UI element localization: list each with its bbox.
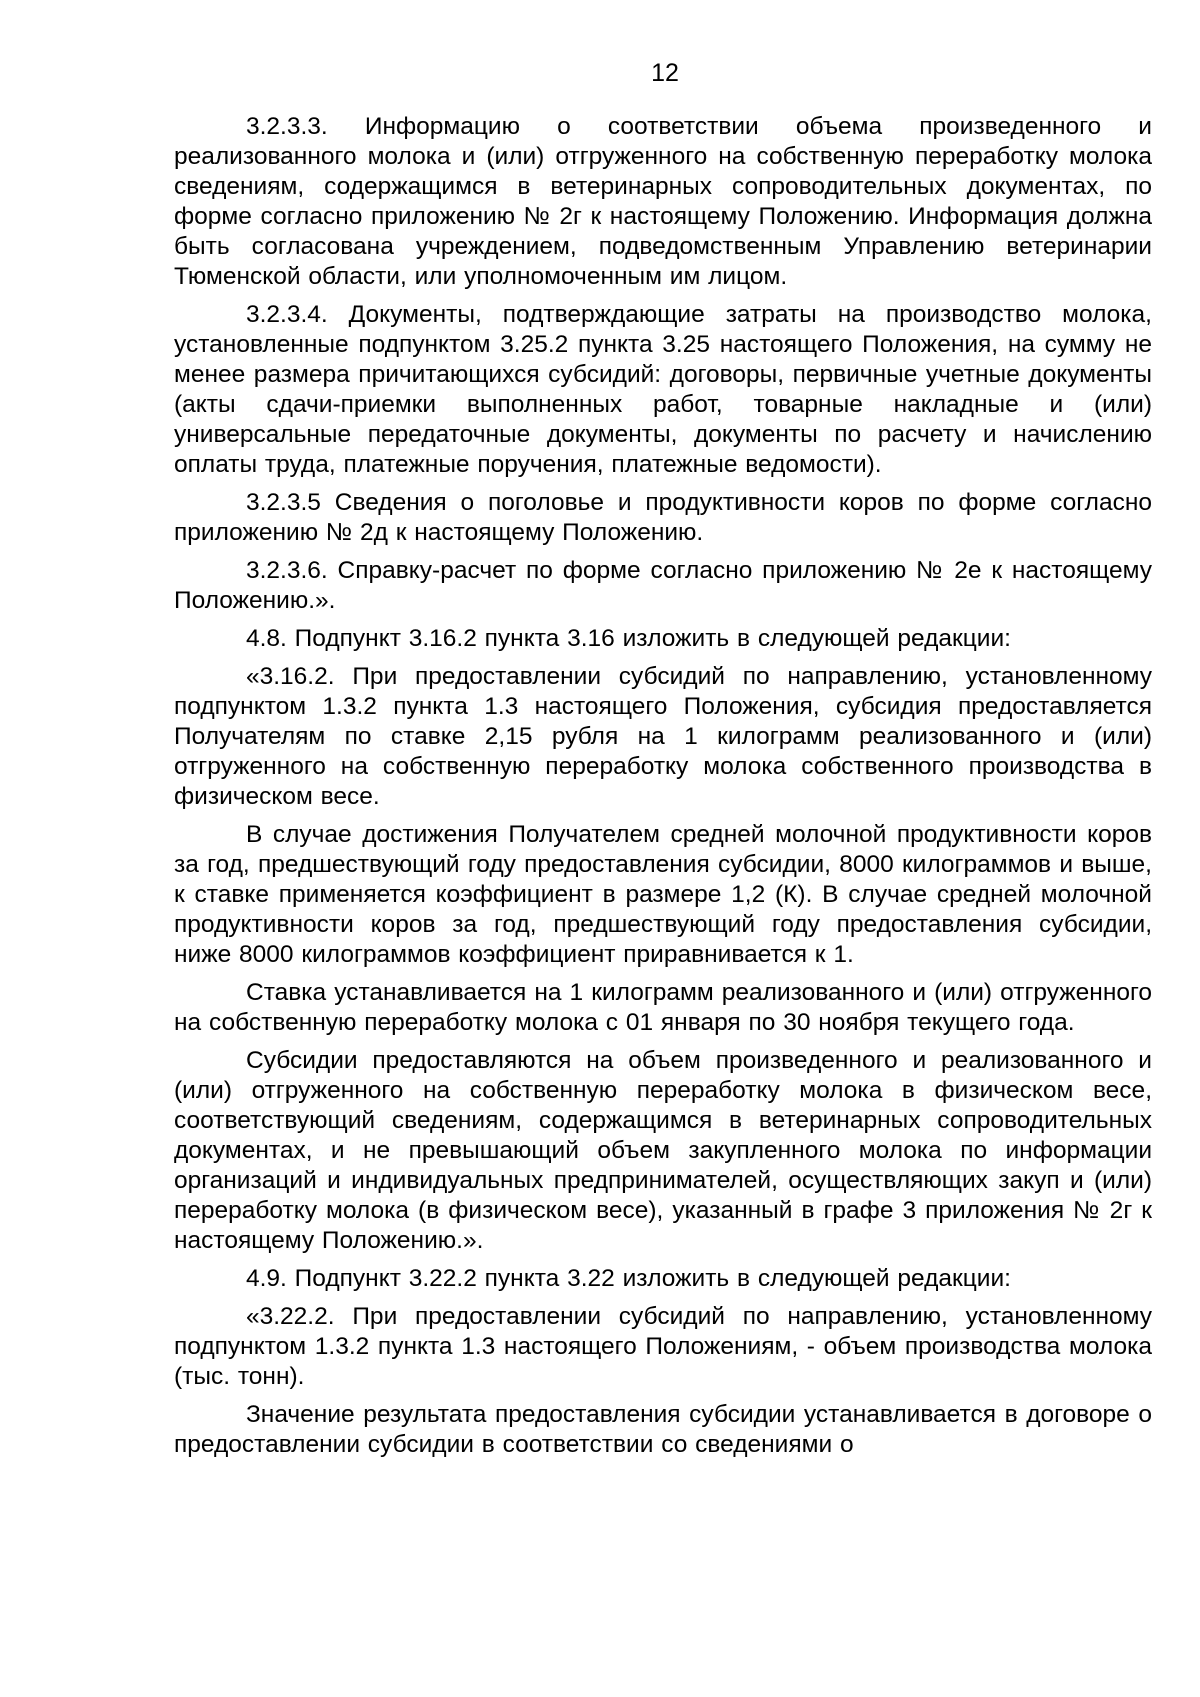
document-body: [174, 112, 1152, 1468]
paragraph-3-2-3-5: 3.2.3.5 Сведения о поголовье и продуктивности коров по форме согласно приложению № 2д к настоящему Положению.: [174, 489, 1152, 546]
paragraph-productivity-coefficient: В случае достижения Получателем средней молочной продуктивности коров за год, предшествующий году предоставления субсидии, 8000 килограммов и выше, к ставке применяется коэффициент в размере 1,2 (К). В случае средней молочной продуктивности коров за год, предшествующий году предоставления субсидии, ниже 8000 килограммов коэффициент приравнивается к 1.: [174, 821, 1152, 968]
paragraph-3-2-3-4: 3.2.3.4. Документы, подтверждающие затраты на производство молока, установленные подпунктом 3.25.2 пункта 3.25 настоящего Положения, на сумму не менее размера причитающихся субсидий: договоры, первичные учетные документы (акты сдачи-приемки выполненных работ, товарные накладные и (или) универсальные передаточные документы, документы по расчету и начислению оплаты труда, платежные поручения, платежные ведомости).: [174, 301, 1152, 478]
paragraph-rate-period: Ставка устанавливается на 1 килограмм реализованного и (или) отгруженного на собственную переработку молока с 01 января по 30 ноября текущего года.: [174, 979, 1152, 1036]
paragraph-3-16-2: «3.16.2. При предоставлении субсидий по направлению, установленному подпунктом 1.3.2 пункта 1.3 настоящего Положения, субсидия предоставляется Получателям по ставке 2,15 рубля на 1 килограмм реализованного и (или) отгруженного на собственную переработку молока собственного производства в физическом весе.: [174, 663, 1152, 810]
paragraph-result-value: Значение результата предоставления субсидии устанавливается в договоре о предоставлении субсидии в соответствии со сведениями о: [174, 1401, 1152, 1458]
paragraph-3-2-3-6: 3.2.3.6. Справку-расчет по форме согласно приложению № 2е к настоящему Положению.».: [174, 557, 1152, 614]
paragraph-subsidy-volume: Субсидии предоставляются на объем произведенного и реализованного и (или) отгруженного на собственную переработку молока в физическом весе, соответствующий сведениям, содержащимся в ветеринарных сопроводительных документах, и не превышающий объем закупленного молока по информации организаций и индивидуальных предпринимателей, осуществляющих закуп и (или) переработку молока (в физическом весе), указанный в графе 3 приложения № 2г к настоящему Положению.».: [174, 1047, 1152, 1254]
paragraph-3-2-3-3: 3.2.3.3. Информацию о соответствии объема произведенного и реализованного молока и (или) отгруженного на собственную переработку молока сведениям, содержащимся в ветеринарных сопроводительных документах, по форме согласно приложению № 2г к настоящему Положению. Информация должна быть согласована учреждением, подведомственным Управлению ветеринарии Тюменской области, или уполномоченным им лицом.: [174, 113, 1152, 290]
paragraph-4-9: 4.9. Подпункт 3.22.2 пункта 3.22 изложить в следующей редакции:: [246, 1265, 1011, 1292]
page-number: 12: [651, 59, 679, 87]
paragraph-4-8: 4.8. Подпункт 3.16.2 пункта 3.16 изложить в следующей редакции:: [246, 625, 1011, 652]
paragraph-3-22-2: «3.22.2. При предоставлении субсидий по направлению, установленному подпунктом 1.3.2 пункта 1.3 настоящего Положениям, - объем производства молока (тыс. тонн).: [174, 1303, 1152, 1390]
